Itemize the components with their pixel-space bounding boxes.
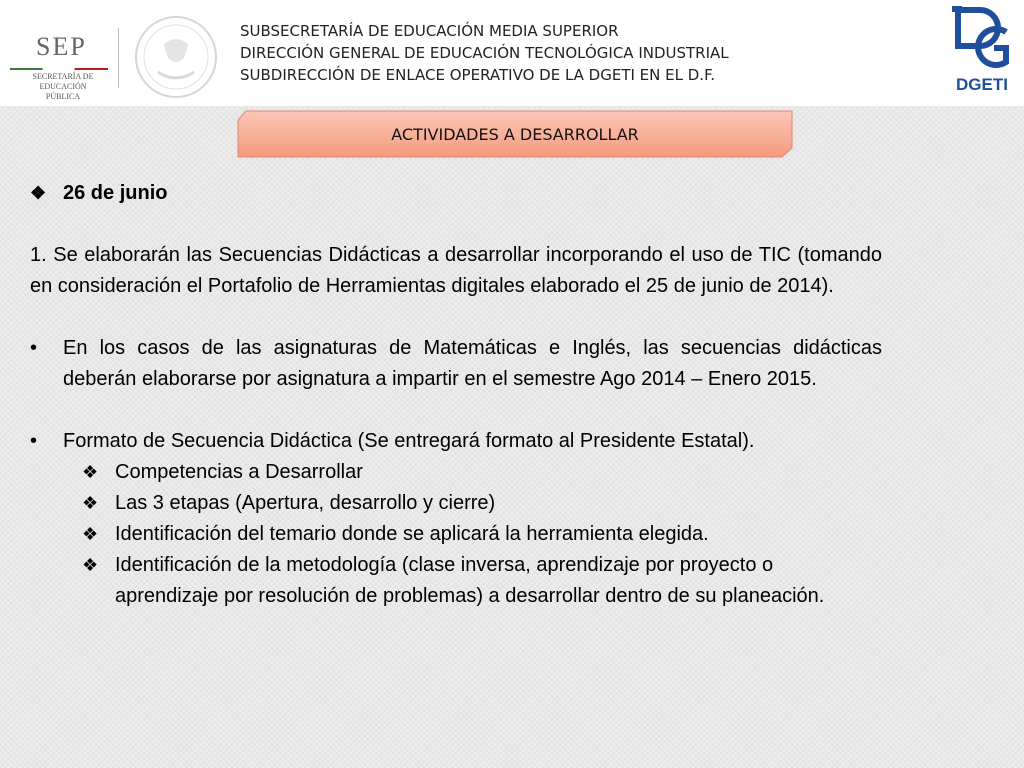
header-title-line-2: DIRECCIÓN GENERAL DE EDUCACIÓN TECNOLÓGICA INDUSTRIAL <box>240 44 729 62</box>
bullet-icon: • <box>30 337 38 359</box>
diamond-bullet-icon: ❖ <box>82 493 99 513</box>
diamond-bullet-icon: ❖ <box>82 524 99 544</box>
bullet-icon: • <box>30 430 38 452</box>
sep-logo <box>8 28 108 101</box>
sep-logo-tricolor-line <box>10 68 108 70</box>
sub-list-item <box>82 519 882 550</box>
sub-list-item <box>82 550 882 612</box>
dgeti-logo-label: DGETI <box>956 75 1008 94</box>
sep-logo-subtitle: SECRETARÍA DE EDUCACIÓN PÚBLICA <box>32 72 94 101</box>
section-badge-label: ACTIVIDADES A DESARROLLAR <box>391 124 639 144</box>
paragraph-1: 1. Se elaborarán las Secuencias Didácticas a desarrollar incorporando el uso de TIC (tomando en consideración el Portafolio de Herramientas digitales elaborado el 25 de junio de 2014). <box>30 244 882 297</box>
diamond-bullet-icon: ❖ <box>30 183 47 203</box>
dgeti-logo <box>944 2 1020 96</box>
sub-list-item <box>82 488 882 519</box>
header-titles <box>240 20 729 86</box>
diamond-bullet-icon: ❖ <box>82 555 99 575</box>
mexico-seal-icon <box>124 14 228 100</box>
bullet-item-2 <box>30 426 882 457</box>
sub-list-item-text: Las 3 etapas (Apertura, desarrollo y cierre) <box>115 492 496 514</box>
bullet-item-1-text: En los casos de las asignaturas de Matemáticas e Inglés, las secuencias didácticas deberán elaborarse por asignatura a impartir en el semestre Ago 2014 – Enero 2015. <box>63 337 882 390</box>
sub-list-item-text: Identificación de la metodología (clase inversa, aprendizaje por proyecto o aprendizaje por resolución de problemas) a desarrollar dentro de su planeación. <box>115 554 825 607</box>
date-text: 26 de junio <box>63 182 168 204</box>
diamond-bullet-icon: ❖ <box>82 462 99 482</box>
sub-list-item-text: Competencias a Desarrollar <box>115 461 363 483</box>
sub-list-item-text: Identificación del temario donde se aplicará la herramienta elegida. <box>115 523 709 545</box>
bullet-item-2-text: Formato de Secuencia Didáctica (Se entregará formato al Presidente Estatal). <box>63 430 755 452</box>
header-title-line-3: SUBDIRECCIÓN DE ENLACE OPERATIVO DE LA DGETI EN EL D.F. <box>240 66 716 84</box>
sub-list <box>30 457 882 612</box>
slide-content <box>30 178 882 612</box>
header-title-line-1: SUBSECRETARÍA DE EDUCACIÓN MEDIA SUPERIOR <box>240 22 619 40</box>
section-badge <box>236 110 794 158</box>
sep-logo-word: SEP <box>36 32 87 61</box>
date-heading <box>30 178 882 209</box>
slide-header <box>0 0 1024 106</box>
header-divider <box>118 28 119 88</box>
sub-list-item <box>82 457 882 488</box>
bullet-item-1 <box>30 333 882 395</box>
